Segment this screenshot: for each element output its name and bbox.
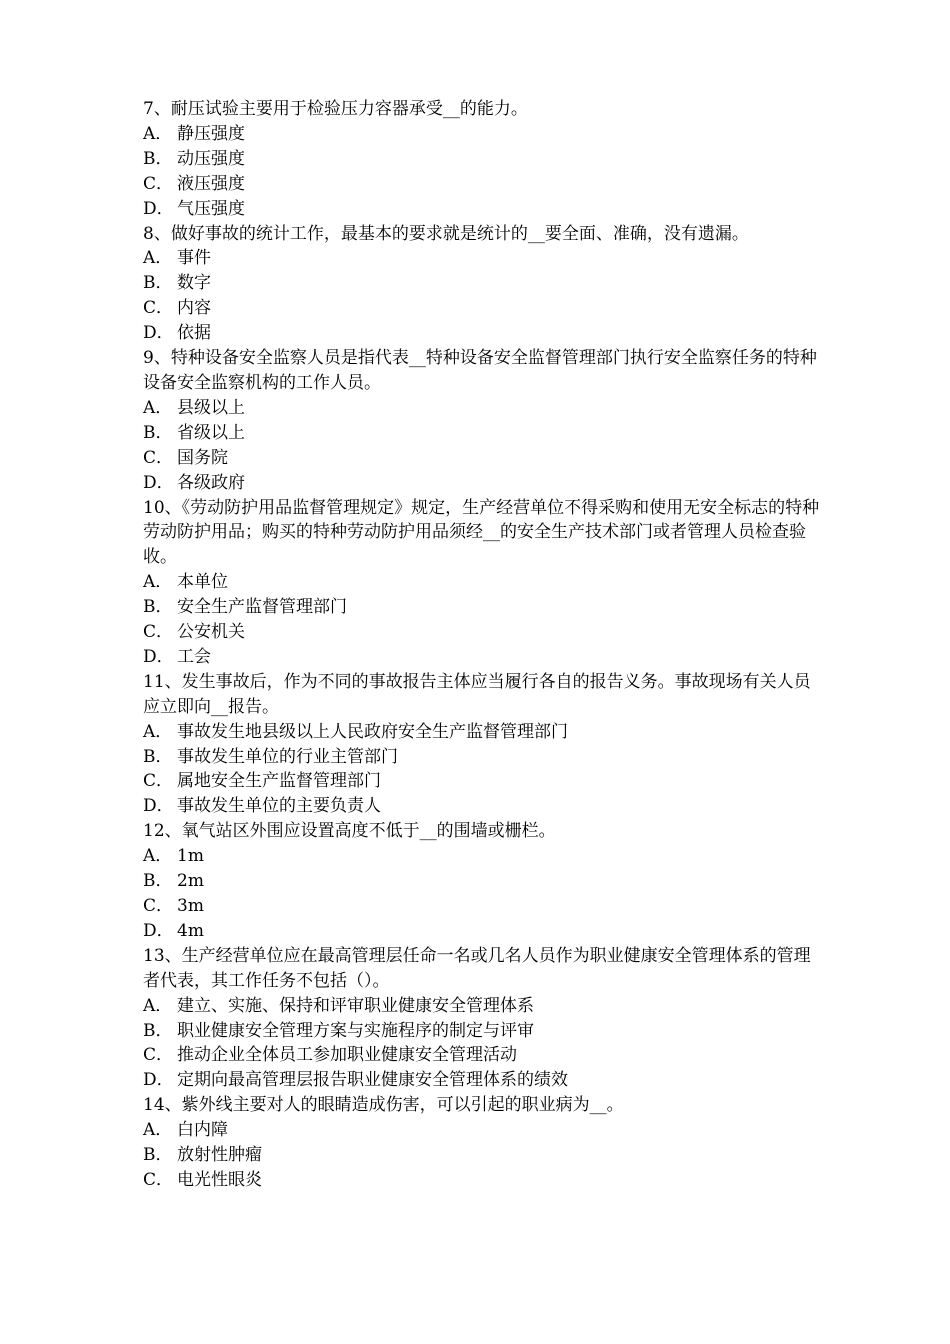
option-text: 电光性眼炎 <box>177 1169 262 1190</box>
answer-option <box>143 271 823 296</box>
option-text: 事故发生单位的主要负责人 <box>177 796 381 817</box>
option-letter: A． <box>143 572 173 593</box>
answer-option <box>143 396 823 421</box>
question-list <box>143 97 823 1193</box>
option-text: 事故发生地县级以上人民政府安全生产监督管理部门 <box>177 721 568 742</box>
option-text: 白内障 <box>177 1120 228 1141</box>
option-text: 事件 <box>177 248 211 269</box>
option-text: 推动企业全体员工参加职业健康安全管理活动 <box>177 1045 517 1066</box>
option-letter: A． <box>143 397 173 418</box>
option-text: 事故发生单位的行业主管部门 <box>177 746 398 767</box>
option-text: 液压强度 <box>177 173 245 194</box>
option-text: 各级政府 <box>177 472 245 493</box>
question-12 <box>143 819 823 944</box>
answer-option <box>143 122 823 147</box>
question-8 <box>143 222 823 347</box>
answer-option <box>143 1019 823 1044</box>
answer-option <box>143 894 823 919</box>
answer-option <box>143 570 823 595</box>
option-letter: A． <box>143 1120 173 1141</box>
option-text: 气压强度 <box>177 198 245 219</box>
option-letter: A． <box>143 995 173 1016</box>
option-letter: C． <box>143 447 174 468</box>
answer-option <box>143 620 823 645</box>
option-text: 3m <box>177 896 204 916</box>
option-letter: A． <box>143 248 173 269</box>
option-text: 放射性肿瘤 <box>177 1145 262 1166</box>
question-9 <box>143 346 823 495</box>
question-13 <box>143 944 823 1093</box>
answer-option <box>143 246 823 271</box>
option-letter: B． <box>143 1020 173 1041</box>
answer-option <box>143 1068 823 1093</box>
question-stem: 14、紫外线主要对人的眼睛造成伤害，可以引起的职业病为__。 <box>143 1095 624 1116</box>
option-text: 静压强度 <box>177 123 245 144</box>
option-text: 省级以上 <box>177 422 245 443</box>
answer-option <box>143 869 823 894</box>
question-11 <box>143 670 823 819</box>
option-letter: C． <box>143 173 174 194</box>
option-letter: D． <box>143 1070 174 1091</box>
question-stem: 10、《劳动防护用品监督管理规定》规定，生产经营单位不得采购和使用无安全标志的特种劳动防护用品；购买的特种劳动防护用品须经__的安全生产技术部门或者管理人员检查验收。 <box>143 497 820 568</box>
option-letter: C． <box>143 622 174 643</box>
option-text: 公安机关 <box>177 622 245 643</box>
answer-option <box>143 645 823 670</box>
option-letter: D． <box>143 198 174 219</box>
option-letter: B． <box>143 597 173 618</box>
answer-option <box>143 147 823 172</box>
question-stem: 8、做好事故的统计工作，最基本的要求就是统计的__要全面、准确，没有遗漏。 <box>143 223 749 244</box>
option-text: 动压强度 <box>177 148 245 169</box>
question-stem: 12、氧气站区外围应设置高度不低于__的围墙或栅栏。 <box>143 821 556 842</box>
option-letter: C． <box>143 298 174 319</box>
option-text: 内容 <box>177 298 211 319</box>
answer-option <box>143 1118 823 1143</box>
answer-option <box>143 1143 823 1168</box>
option-text: 工会 <box>177 646 211 667</box>
answer-option <box>143 197 823 222</box>
answer-option <box>143 844 823 869</box>
option-text: 数字 <box>177 273 211 294</box>
answer-option <box>143 919 823 944</box>
option-letter: B． <box>143 422 173 443</box>
option-text: 1m <box>177 846 204 867</box>
option-text: 本单位 <box>177 572 228 593</box>
answer-option <box>143 1168 823 1193</box>
option-letter: B． <box>143 273 173 294</box>
option-letter: C． <box>143 771 174 792</box>
answer-option <box>143 296 823 321</box>
option-text: 4m <box>177 920 204 941</box>
answer-option <box>143 745 823 770</box>
option-letter: B． <box>143 1145 173 1166</box>
option-text: 2m <box>177 871 204 892</box>
option-letter: B． <box>143 148 173 169</box>
option-text: 属地安全生产监督管理部门 <box>177 771 381 792</box>
question-stem: 11、发生事故后，作为不同的事故报告主体应当履行各自的报告义务。事故现场有关人员应立即向__报告。 <box>143 671 811 717</box>
option-letter: C． <box>143 896 174 916</box>
option-letter: A． <box>143 721 173 742</box>
option-text: 职业健康安全管理方案与实施程序的制定与评审 <box>177 1020 534 1041</box>
option-letter: D． <box>143 323 174 344</box>
option-text: 县级以上 <box>177 397 245 418</box>
question-7 <box>143 97 823 222</box>
option-text: 建立、实施、保持和评审职业健康安全管理体系 <box>177 995 534 1016</box>
option-letter: B． <box>143 746 173 767</box>
question-stem: 13、生产经营单位应在最高管理层任命一名或几名人员作为职业健康安全管理体系的管理者代表，其工作任务不包括（）。 <box>143 945 811 991</box>
option-letter: A． <box>143 846 173 867</box>
option-letter: D． <box>143 472 174 493</box>
question-10 <box>143 496 823 670</box>
option-letter: C． <box>143 1045 174 1066</box>
option-letter: C． <box>143 1169 174 1190</box>
option-letter: D． <box>143 646 174 667</box>
option-text: 安全生产监督管理部门 <box>177 597 347 618</box>
question-stem: 7、耐压试验主要用于检验压力容器承受__的能力。 <box>143 99 528 119</box>
answer-option <box>143 421 823 446</box>
option-letter: A． <box>143 123 173 144</box>
answer-option <box>143 794 823 819</box>
option-text: 国务院 <box>177 447 228 468</box>
option-letter: D． <box>143 796 174 817</box>
question-stem: 9、特种设备安全监察人员是指代表__特种设备安全监督管理部门执行安全监察任务的特种设备安全监察机构的工作人员。 <box>143 348 817 393</box>
answer-option <box>143 471 823 496</box>
question-14 <box>143 1093 823 1193</box>
answer-option <box>143 321 823 346</box>
answer-option <box>143 595 823 620</box>
answer-option <box>143 769 823 794</box>
option-letter: D． <box>143 920 174 941</box>
option-text: 定期向最高管理层报告职业健康安全管理体系的绩效 <box>177 1070 568 1091</box>
option-letter: B． <box>143 871 173 892</box>
option-text: 依据 <box>177 323 211 344</box>
answer-option <box>143 446 823 471</box>
answer-option <box>143 720 823 745</box>
answer-option <box>143 994 823 1019</box>
answer-option <box>143 172 823 197</box>
answer-option <box>143 1043 823 1068</box>
